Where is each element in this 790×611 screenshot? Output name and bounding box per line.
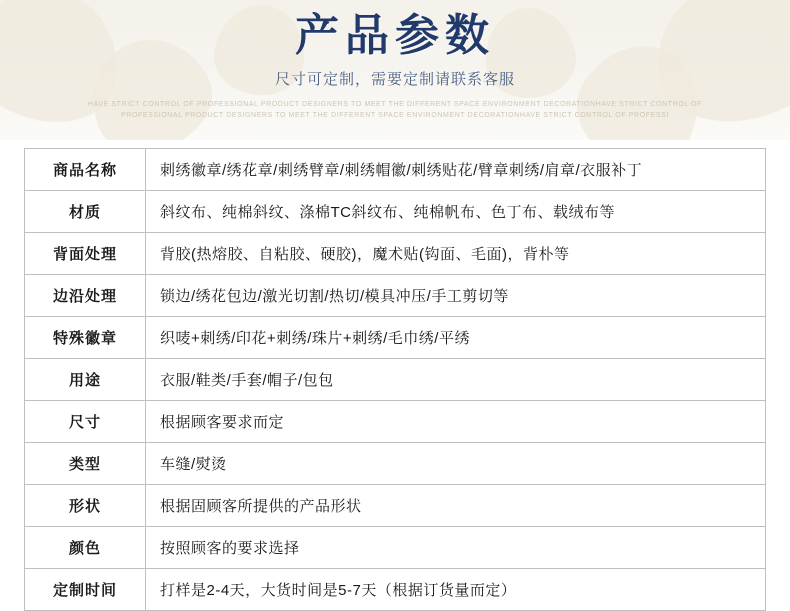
spec-value: 斜纹布、纯棉斜纹、涤棉TC斜纹布、纯棉帆布、色丁布、载绒布等	[146, 191, 766, 233]
spec-key: 用途	[25, 359, 146, 401]
spec-key: 商品名称	[25, 149, 146, 191]
spec-value: 锁边/绣花包边/激光切割/热切/模具冲压/手工剪切等	[146, 275, 766, 317]
spec-value: 根据固顾客所提供的产品形状	[146, 485, 766, 527]
table-row	[25, 149, 766, 191]
table-row	[25, 401, 766, 443]
spec-value: 织唛+刺绣/印花+刺绣/珠片+刺绣/毛巾绣/平绣	[146, 317, 766, 359]
table-row	[25, 275, 766, 317]
spec-value: 打样是2-4天，大货时间是5-7天（根据订货量而定）	[146, 569, 766, 611]
spec-value: 根据顾客要求而定	[146, 401, 766, 443]
banner-english-text: HAVE STRICT CONTROL OF PROFESSIONAL PRODUCT DESIGNERS TO MEET THE DIFFERENT SPACE ENVIRONMENT DECORATIONHAVE STRICT CONTROL OF PROFESSIONAL PRODUCT DESIGNERS TO MEET THE DIFFERENT SPACE ENVIRONMENT DECORATIONHAVE STRICT CONTROL OF PROFESSI	[87, 101, 703, 119]
table-row	[25, 527, 766, 569]
spec-value: 背胶(热熔胶、自粘胶、硬胶)，魔术贴(钩面、毛面)，背朴等	[146, 233, 766, 275]
spec-key: 定制时间	[25, 569, 146, 611]
spec-key: 特殊徽章	[25, 317, 146, 359]
spec-key: 颜色	[25, 527, 146, 569]
table-row	[25, 443, 766, 485]
table-row	[25, 359, 766, 401]
spec-value: 车缝/熨烫	[146, 443, 766, 485]
table-row	[25, 191, 766, 233]
spec-key: 尺寸	[25, 401, 146, 443]
spec-key: 边沿处理	[25, 275, 146, 317]
table-row	[25, 485, 766, 527]
spec-table	[24, 148, 766, 611]
page-banner	[0, 0, 790, 140]
spec-value: 刺绣徽章/绣花章/刺绣臂章/刺绣帽徽/刺绣贴花/臂章刺绣/肩章/衣服补丁	[146, 149, 766, 191]
spec-key: 类型	[25, 443, 146, 485]
spec-value: 按照顾客的要求选择	[146, 527, 766, 569]
page-subtitle: 尺寸可定制，需要定制请联系客服	[274, 71, 515, 88]
table-row	[25, 317, 766, 359]
spec-table-wrapper	[0, 140, 790, 611]
spec-table-body	[25, 149, 766, 611]
table-row	[25, 569, 766, 611]
spec-key: 材质	[25, 191, 146, 233]
spec-value: 衣服/鞋类/手套/帽子/包包	[146, 359, 766, 401]
page-title: 产品参数	[295, 10, 495, 61]
spec-key: 形状	[25, 485, 146, 527]
spec-key: 背面处理	[25, 233, 146, 275]
table-row	[25, 233, 766, 275]
